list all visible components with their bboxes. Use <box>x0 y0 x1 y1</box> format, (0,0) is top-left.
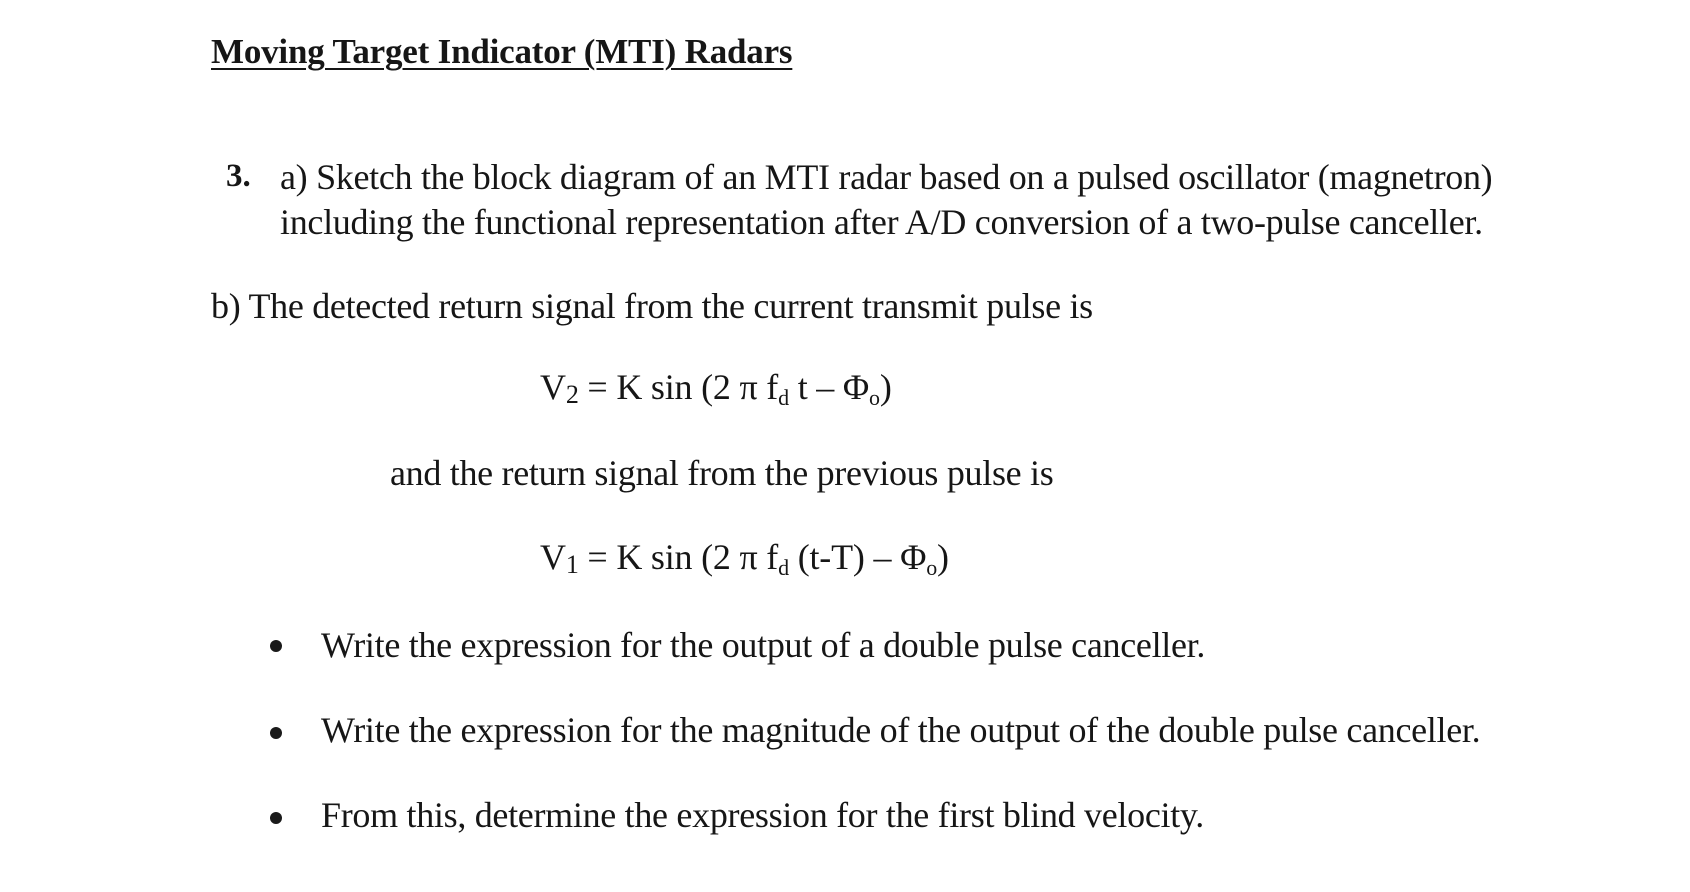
question-part-a-line-2: including the functional representation after A/D conversion of a two-pulse canceller. <box>280 202 1483 242</box>
question-number: 3. <box>226 158 251 194</box>
equation-fd-subscript: d <box>778 555 789 580</box>
question-part-b-connector: and the return signal from the previous pulse is <box>390 453 1054 493</box>
equation-end: ) <box>879 367 892 407</box>
equation-middle: = K sin (2 π f <box>578 367 779 407</box>
bullet-icon <box>270 727 282 739</box>
equation-fd-subscript: d <box>778 385 789 410</box>
question-part-b-intro: b) The detected return signal from the current transmit pulse is <box>211 286 1093 326</box>
question-part-a-line-1: a) Sketch the block diagram of an MTI radar based on a pulsed oscillator (magnetron) <box>280 157 1493 197</box>
equation-current-pulse <box>540 366 892 408</box>
bullet-item-magnitude-expression: Write the expression for the magnitude of the output of the double pulse canceller. <box>321 710 1481 750</box>
equation-previous-pulse <box>540 536 949 578</box>
equation-lhs-subscript: 1 <box>565 550 579 579</box>
bullet-icon <box>270 812 282 824</box>
bullet-item-output-expression: Write the expression for the output of a double pulse canceller. <box>321 625 1206 665</box>
equation-rest: (t-T) – Φ <box>788 537 927 577</box>
equation-rest: t – Φ <box>788 367 870 407</box>
bullet-icon <box>270 640 282 652</box>
equation-lhs: V <box>540 537 566 577</box>
bullet-item-blind-velocity: From this, determine the expression for the first blind velocity. <box>321 795 1204 835</box>
equation-lhs-subscript: 2 <box>565 380 579 409</box>
equation-phi-subscript: o <box>926 555 937 580</box>
equation-lhs: V <box>540 367 566 407</box>
equation-phi-subscript: o <box>869 385 880 410</box>
page-title: Moving Target Indicator (MTI) Radars <box>211 32 793 71</box>
equation-end: ) <box>937 537 949 577</box>
equation-middle: = K sin (2 π f <box>578 537 779 577</box>
